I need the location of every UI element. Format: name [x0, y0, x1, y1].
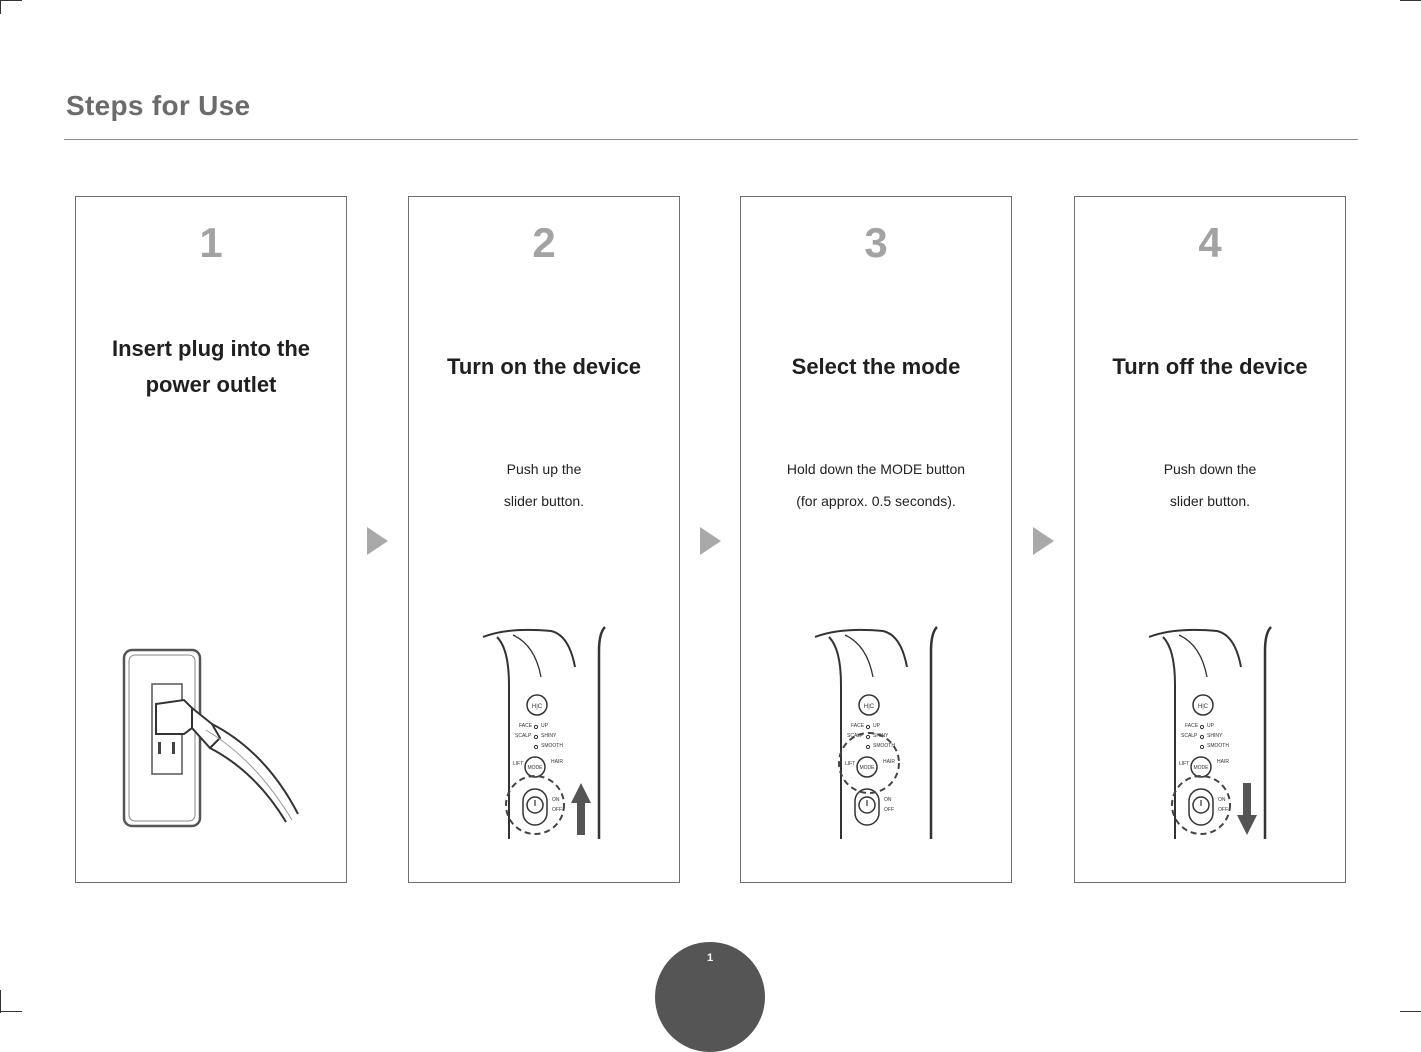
shiny-label: SHINY — [1207, 733, 1223, 739]
hc-label: H|C — [863, 704, 875, 710]
power-outlet-illustration — [116, 642, 316, 832]
step-title — [86, 331, 336, 403]
on-label: ON — [552, 797, 560, 803]
lift-label: LIFT — [1179, 761, 1190, 767]
mode-label: MODE — [527, 765, 543, 771]
next-step-arrow-icon — [1033, 527, 1054, 555]
step-title — [1085, 349, 1335, 385]
scalp-label: SCALP — [515, 733, 532, 739]
face-label: FACE — [519, 723, 533, 729]
mode-label: MODE — [859, 765, 875, 771]
step-description-line: Push down the — [1163, 461, 1257, 477]
on-label: ON — [884, 797, 892, 803]
hc-label: H|C — [1197, 704, 1209, 710]
up-label: UP — [1207, 723, 1214, 729]
page-title: Steps for Use — [66, 90, 251, 121]
step-panel-4 — [1074, 196, 1346, 883]
title-divider — [64, 139, 1358, 140]
hc-label: H|C — [531, 704, 543, 710]
up-label: UP — [541, 723, 548, 729]
step-description — [1075, 453, 1345, 517]
next-step-arrow-icon — [367, 527, 388, 555]
crop-mark-bottom-left — [0, 1011, 22, 1012]
step-title-line: Select the mode — [791, 354, 961, 379]
arrow-down-icon — [1237, 783, 1257, 835]
smooth-label: SMOOTH — [541, 743, 563, 749]
step-title-line: Turn on the device — [447, 354, 641, 379]
step-panel-3 — [740, 196, 1012, 883]
hair-label: HAIR — [883, 759, 895, 765]
scalp-label: SCALP — [847, 733, 864, 739]
smooth-label: SMOOTH — [873, 743, 895, 749]
step-description — [409, 453, 679, 517]
step-panel-2 — [408, 196, 680, 883]
step-title — [419, 349, 669, 385]
step-title-line: Turn off the device — [1112, 354, 1308, 379]
step-number: 3 — [864, 219, 888, 266]
arrow-up-icon — [571, 783, 591, 835]
off-label: OFF — [884, 807, 894, 813]
step-number: 1 — [199, 219, 223, 266]
step-description-line: slider button. — [503, 493, 585, 509]
crop-mark-top-left — [0, 0, 22, 1]
step-title — [751, 349, 1001, 385]
step-title-line: power outlet — [145, 372, 277, 397]
step-description-line: (for approx. 0.5 seconds). — [796, 493, 956, 509]
off-label: OFF — [1218, 807, 1228, 813]
face-label: FACE — [1185, 723, 1199, 729]
shiny-label: SHINY — [873, 733, 889, 739]
device-illustration — [1145, 625, 1275, 841]
device-illustration — [811, 625, 941, 841]
crop-mark-bottom-right — [1400, 1011, 1421, 1012]
up-label: UP — [873, 723, 880, 729]
device-illustration — [479, 625, 609, 841]
shiny-label: SHINY — [541, 733, 557, 739]
scalp-label: SCALP — [1181, 733, 1198, 739]
step-description-line: Push up the — [506, 461, 582, 477]
step-description-line: slider button. — [1169, 493, 1251, 509]
next-step-arrow-icon — [700, 527, 721, 555]
lift-label: LIFT — [845, 761, 856, 767]
lift-label: LIFT — [513, 761, 524, 767]
step-panel-1 — [75, 196, 347, 883]
crop-mark-top-right — [1400, 0, 1421, 1]
crop-mark-top-left — [0, 0, 1, 14]
mode-label: MODE — [1193, 765, 1209, 771]
step-description-line: Hold down the MODE button — [786, 461, 966, 477]
on-label: ON — [1218, 797, 1226, 803]
page-number-badge: 1 — [655, 942, 765, 1052]
step-number: 4 — [1198, 219, 1222, 266]
step-description — [741, 453, 1011, 517]
face-label: FACE — [851, 723, 865, 729]
smooth-label: SMOOTH — [1207, 743, 1229, 749]
crop-mark-bottom-left — [0, 990, 1, 1013]
off-label: OFF — [552, 807, 562, 813]
hair-label: HAIR — [1217, 759, 1229, 765]
hair-label: HAIR — [551, 759, 563, 765]
step-title-line: Insert plug into the — [112, 336, 310, 361]
step-number: 2 — [532, 219, 556, 266]
